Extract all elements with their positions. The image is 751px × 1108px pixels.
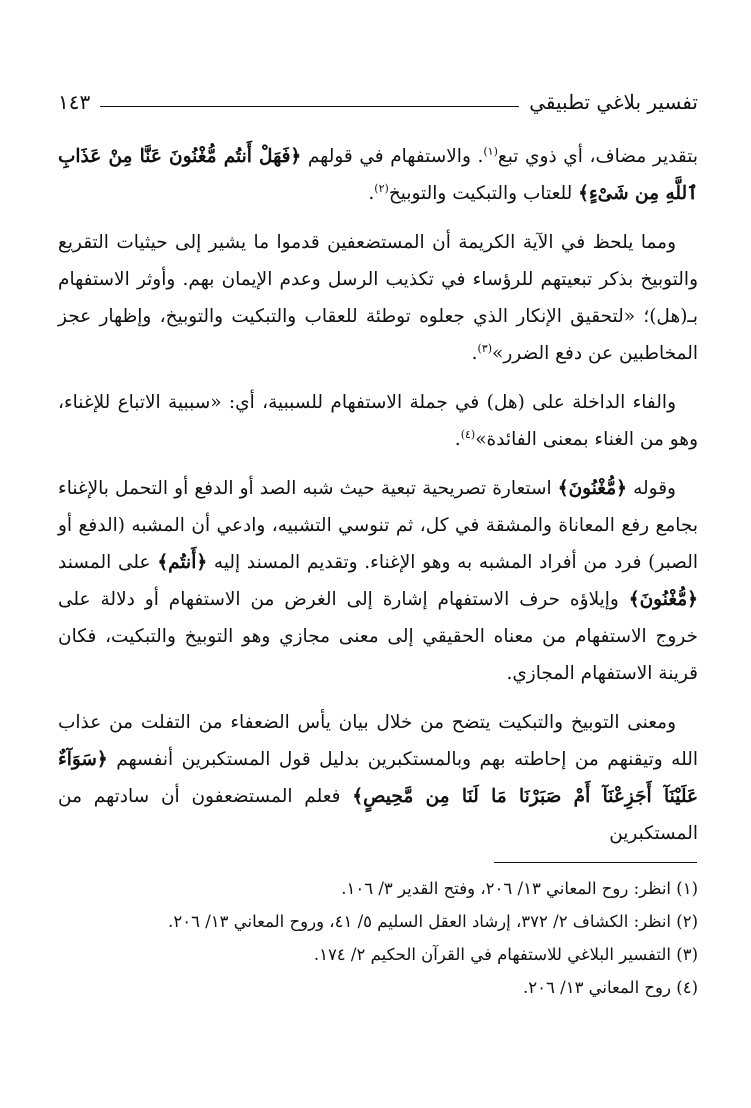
paragraph-text: استعارة تصريحية تبعية حيث شبه الصد أو الدفع أو التحمل بالإغناء بجامع رفع المعاناة والمشقة في كل، ثم تنوسي التشبيه، وادعي أن المشبه (الدفع أو الصبر) فرد من أفراد المشبه به وهو الإغناء. وتقديم المسند إليه	[58, 478, 698, 573]
footnote-ref: (٢)	[374, 181, 389, 195]
paragraph-text: . والاستفهام في قولهم	[301, 146, 484, 167]
paragraph-3	[58, 384, 698, 458]
paragraph-2	[58, 224, 698, 372]
quran-quote: ﴿مُّغْنُونَ﴾	[557, 478, 627, 499]
paragraph-text: وقوله	[626, 478, 676, 499]
paragraph-text: ومما يلحظ في الآية الكريمة أن المستضعفين قدموا ما يشير إلى حيثيات التقريع والتوبيخ بذكر تبعيتهم للرؤساء في تكذيب الرسل وعدم الإيمان بهم. وأوثر الاستفهام بـ(هل)؛ «لتحقيق الإنكار الذي جعلوه توطئة للعقاب والتبكيت والتوبيخ، وإظهار عجز المخاطبين عن دفع الضرر»	[58, 232, 698, 364]
quran-quote: ﴿فَهَلْ أَنتُم مُّغْنُونَ عَنَّا مِنْ عَذَابِ ٱللَّهِ مِن شَىْءٍ﴾	[58, 146, 698, 204]
footnote-4: (٤) روح المعاني ١٣/ ٢٠٦.	[523, 978, 698, 997]
quran-quote: ﴿سَوَآءٌ عَلَيْنَآ أَجَزِعْنَآ أَمْ صَبَرْنَا مَا لَنَا مِن مَّحِيصٍ﴾	[58, 749, 698, 807]
paragraph-text: ومعنى التوبيخ والتبكيت يتضح من خلال بيان يأس الضعفاء من التفلت من عذاب الله وتيقنهم من إحاطته بهم وبالمستكبرين بدليل قول المستكبرين أنفسهم	[58, 712, 698, 770]
paragraph-text: فعلم المستضعفون أن سادتهم من المستكبرين	[58, 786, 698, 844]
quran-quote: ﴿أَنتُم﴾	[157, 552, 208, 573]
quran-quote: ﴿مُّغْنُونَ﴾	[628, 589, 698, 610]
footnote-2: (٢) انظر: الكشاف ٢/ ٣٧٢، إرشاد العقل السليم ٥/ ٤١، وروح المعاني ١٣/ ٢٠٦.	[168, 912, 698, 931]
footnote-1: (١) انظر: روح المعاني ١٣/ ٢٠٦، وفتح القدير ٣/ ١٠٦.	[341, 879, 698, 898]
paragraph-text: .	[368, 183, 375, 204]
page-number: ١٤٣	[58, 90, 91, 114]
footnote-separator	[494, 862, 697, 863]
paragraph-text: .	[471, 343, 478, 364]
paragraph-text: وإيلاؤه حرف الاستفهام إشارة إلى الغرض من الاستفهام أو دلالة على خروج الاستفهام من معناه الحقيقي إلى معنى مجازي وهو التوبيخ والتبكيت، فكان قرينة الاستفهام المجازي.	[58, 589, 698, 684]
page-header	[58, 84, 698, 114]
paragraph-4	[58, 470, 698, 692]
footnote-ref: (٣)	[477, 341, 492, 355]
main-text	[58, 138, 698, 864]
paragraph-5	[58, 704, 698, 852]
header-rule	[100, 106, 519, 107]
paragraph-text: .	[454, 429, 461, 450]
paragraph-text: على المسند	[58, 552, 158, 573]
footnote-ref: (٤)	[460, 427, 476, 441]
footnotes	[58, 872, 698, 1004]
footnote-ref: (١)	[483, 144, 498, 158]
footnote-3: (٣) التفسير البلاغي للاستفهام في القرآن الحكيم ٢/ ١٧٤.	[313, 945, 698, 964]
running-title: تفسير بلاغي تطبيقي	[529, 90, 698, 114]
paragraph-text: بتقدير مضاف، أي ذوي تبع	[497, 146, 698, 167]
paragraph-text: والفاء الداخلة على (هل) في جملة الاستفهام للسببية، أي: «سببية الاتباع للإغناء، وهو من الغناء بمعنى الفائدة»	[58, 392, 698, 450]
paragraph-text: للعتاب والتبكيت والتوبيخ	[388, 183, 579, 204]
paragraph-1	[58, 138, 698, 212]
